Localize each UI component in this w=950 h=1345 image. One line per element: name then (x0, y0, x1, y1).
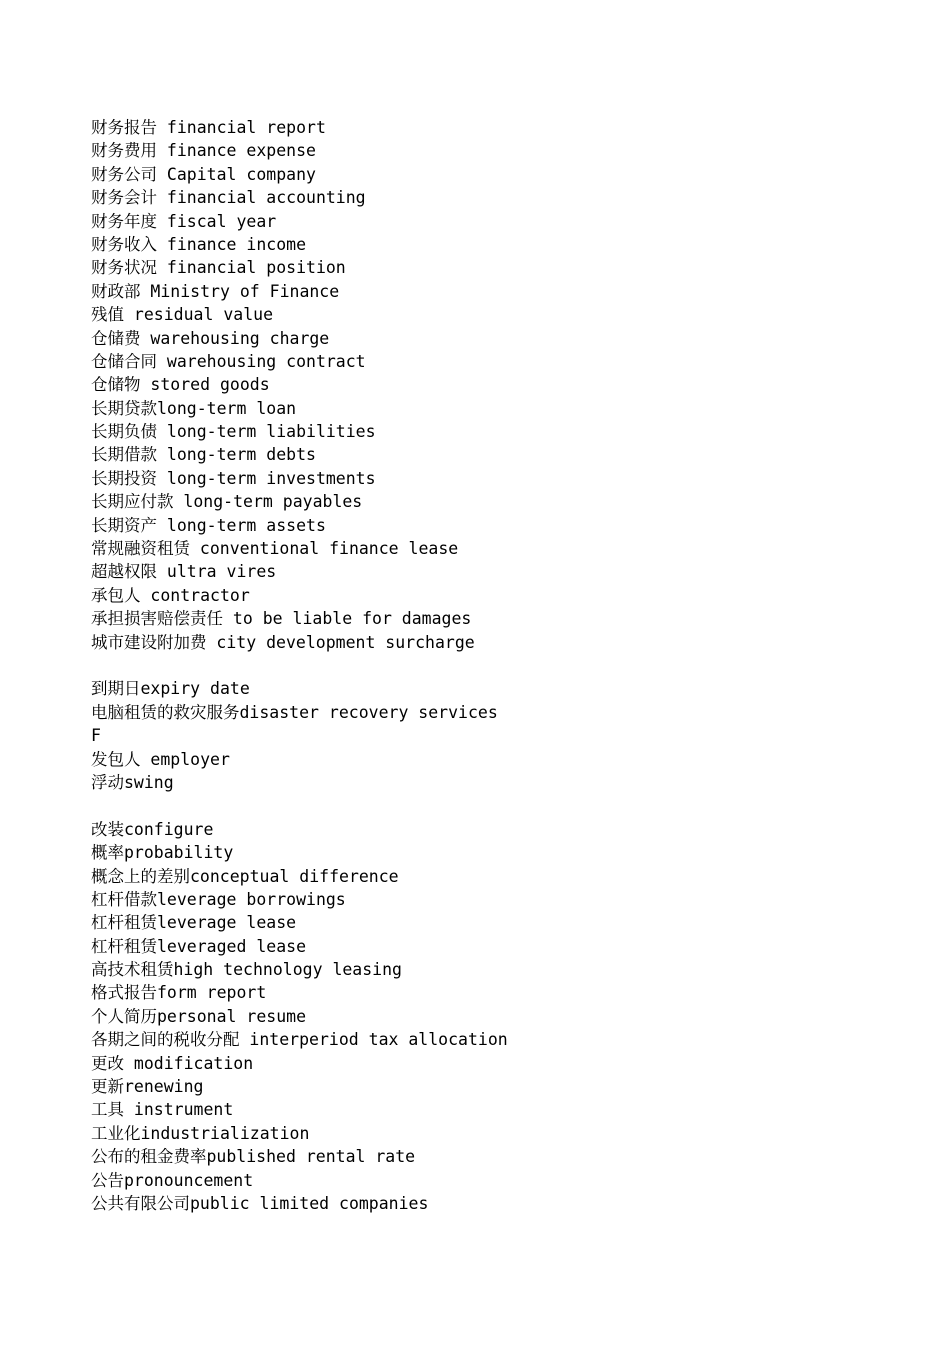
blank-line (91, 794, 911, 817)
glossary-entry: 公布的租金费率published rental rate (91, 1147, 416, 1167)
glossary-entry: 财务年度 fiscal year (91, 211, 277, 231)
glossary-entry: 仓储物 stored goods (91, 375, 270, 395)
glossary-entry: 浮动swing (91, 772, 174, 792)
glossary-entry: 残值 residual value (91, 305, 274, 325)
glossary-entry: 各期之间的税收分配 interperiod tax allocation (91, 1030, 508, 1050)
glossary-entry: 更改 modification (91, 1053, 254, 1073)
glossary-entry: 公告pronouncement (91, 1170, 254, 1190)
glossary-entry: 仓储费 warehousing charge (91, 328, 330, 348)
glossary-entry: 常规融资租赁 conventional finance lease (91, 539, 459, 559)
glossary-entry: 财务会计 financial accounting (91, 188, 366, 208)
glossary-entry: 财务状况 financial position (91, 258, 346, 278)
glossary-entry: 到期日expiry date (91, 679, 250, 699)
glossary-entry: 改装configure (91, 819, 214, 839)
glossary-entry: 财务公司 Capital company (91, 164, 316, 184)
glossary-entry: 城市建设附加费 city development surcharge (91, 632, 475, 652)
glossary-entry: 发包人 employer (91, 749, 230, 769)
glossary-entry: 长期资产 long-term assets (91, 515, 326, 535)
glossary-entry: 长期应付款 long-term payables (91, 492, 363, 512)
glossary-text-block (91, 116, 911, 1215)
glossary-entry: 公共有限公司public limited companies (91, 1193, 429, 1213)
glossary-entry: 概念上的差别conceptual difference (91, 866, 399, 886)
glossary-entry: F (91, 726, 101, 746)
glossary-entry: 工业化industrialization (91, 1123, 310, 1143)
glossary-entry: 杠杆借款leverage borrowings (91, 889, 346, 909)
glossary-entry: 承担损害赔偿责任 to be liable for damages (91, 609, 472, 629)
blank-line (91, 654, 911, 677)
glossary-entry: 财务收入 finance income (91, 234, 307, 254)
glossary-entry: 仓储合同 warehousing contract (91, 351, 366, 371)
glossary-entry: 个人简历personal resume (91, 1006, 307, 1026)
glossary-entry: 高技术租赁high technology leasing (91, 960, 402, 980)
glossary-entry: 更新renewing (91, 1077, 204, 1097)
glossary-entry: 工具 instrument (91, 1100, 234, 1120)
glossary-entry: 长期借款 long-term debts (91, 445, 316, 465)
glossary-entry: 承包人 contractor (91, 585, 250, 605)
glossary-entry: 超越权限 ultra vires (91, 562, 277, 582)
glossary-entry: 电脑租赁的救灾服务disaster recovery services (91, 702, 498, 722)
glossary-entry: 长期负债 long-term liabilities (91, 422, 376, 442)
glossary-entry: 长期投资 long-term investments (91, 468, 376, 488)
glossary-entry: 财务报告 financial report (91, 118, 326, 137)
glossary-entry: 杠杆租赁leveraged lease (91, 936, 307, 956)
glossary-entry: 格式报告form report (91, 983, 267, 1003)
glossary-entry: 财政部 Ministry of Finance (91, 281, 340, 301)
glossary-entry: 财务费用 finance expense (91, 141, 316, 161)
glossary-entry: 长期贷款long-term loan (91, 398, 297, 418)
glossary-entry: 概率probability (91, 843, 234, 863)
glossary-entry: 杠杆租赁leverage lease (91, 913, 297, 933)
